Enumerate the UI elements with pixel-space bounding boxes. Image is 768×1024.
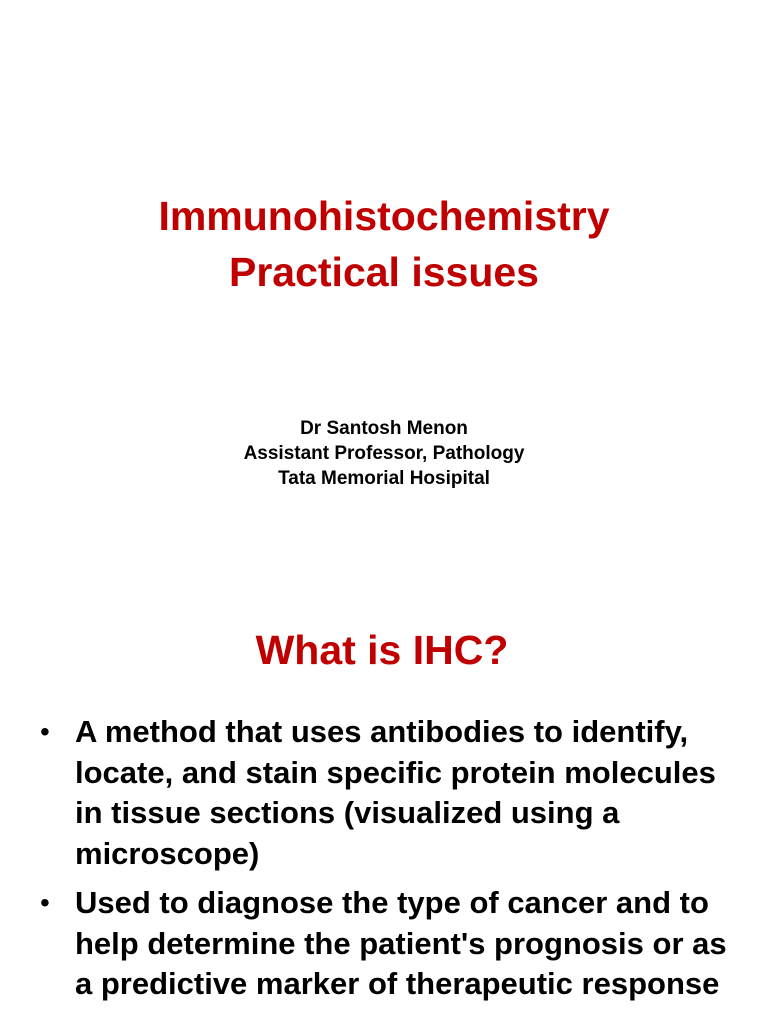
author-institution: Tata Memorial Hosipital <box>278 468 490 489</box>
bullet-text: A method that uses antibodies to identify, locate, and stain specific protein molecules in tissue sections (visualized using a microscope) <box>75 714 716 871</box>
content-slide <box>0 560 768 1024</box>
bullet-item-usage <box>0 883 768 1005</box>
presentation-title-line-2: Practical issues <box>229 249 539 295</box>
bullet-marker: • <box>40 887 50 918</box>
bullet-list <box>0 712 768 1014</box>
author-block <box>0 416 768 491</box>
bullet-marker: • <box>40 716 50 747</box>
presentation-title-line-1: Immunohistochemistry <box>158 193 610 239</box>
author-name: Dr Santosh Menon <box>300 418 468 439</box>
slide-title: What is IHC? <box>255 627 509 673</box>
bullet-item-definition <box>0 712 768 874</box>
bullet-text: Used to diagnose the type of cancer and to help determine the patient's prognosis or as a predictive marker of therapeutic response <box>75 885 727 1001</box>
author-role: Assistant Professor, Pathology <box>243 443 525 464</box>
